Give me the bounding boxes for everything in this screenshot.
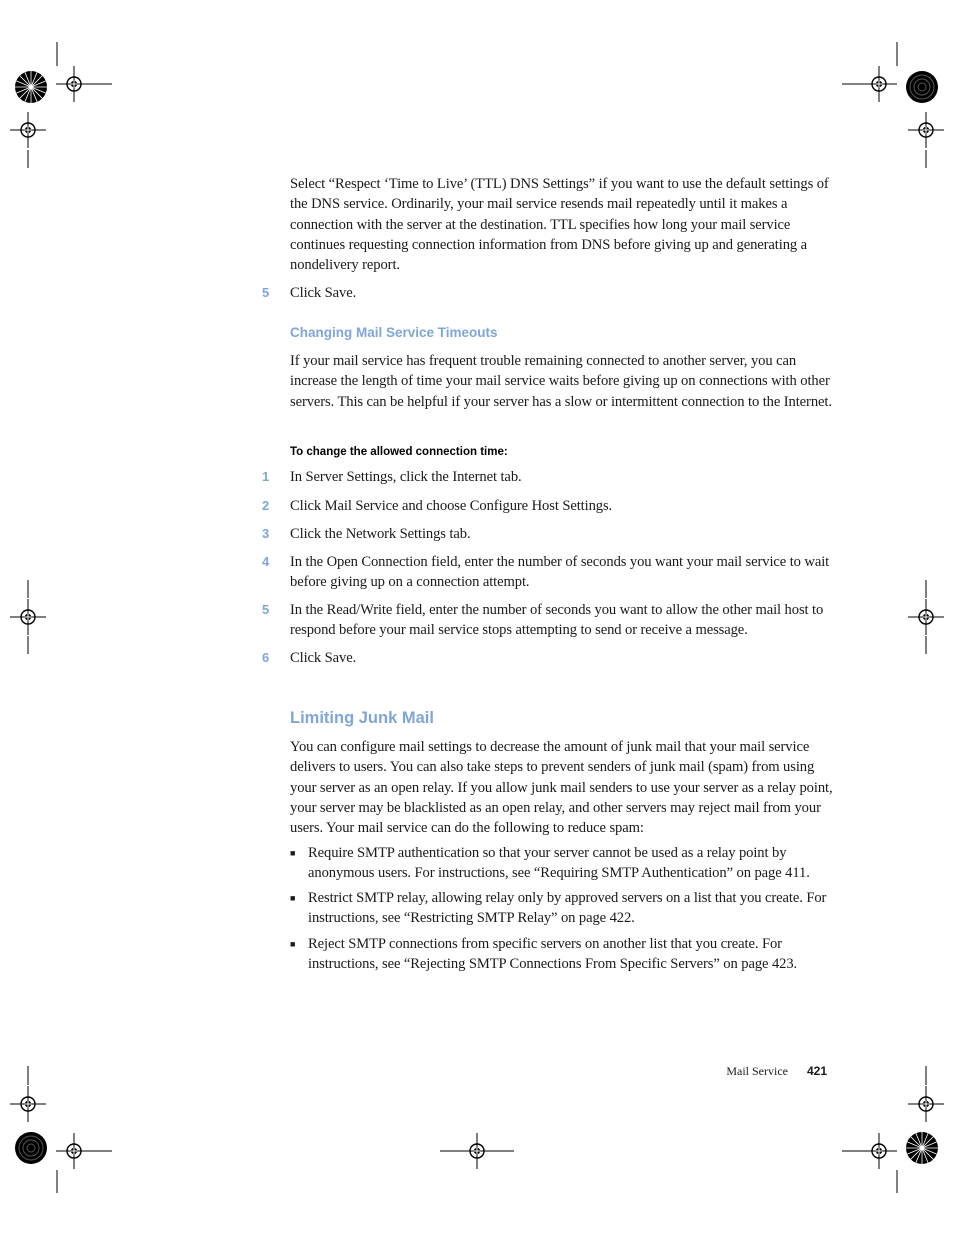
step-number: 6 (262, 650, 270, 665)
step-text: In Server Settings, click the Internet tab. (290, 469, 522, 485)
bullet-icon: ■ (290, 939, 296, 949)
timeouts-paragraph: If your mail service has frequent trouble remaining connected to another server, you can increase the length of time your mail service waits before giving up on connections with other servers. This can be helpful if your server has a slow or intermittent connection to the Internet. (290, 353, 832, 410)
step-number: 4 (262, 554, 270, 569)
step-text: In the Open Connection field, enter the number of seconds you want your mail service to wait before giving up on a connection attempt. (290, 554, 830, 591)
footer-page-number: 421 (807, 1064, 828, 1078)
step-number: 2 (262, 498, 270, 513)
step-text: Click Save. (290, 285, 357, 301)
bullet-icon: ■ (290, 893, 296, 903)
step-text: Click Mail Service and choose Configure Host Settings. (290, 498, 613, 514)
section-heading-junk-mail: Limiting Junk Mail (290, 709, 434, 727)
step-number: 3 (262, 526, 270, 541)
step-text: Click the Network Settings tab. (290, 526, 471, 542)
bullet-icon: ■ (290, 848, 296, 858)
step-number: 1 (262, 469, 270, 484)
section-heading-timeouts: Changing Mail Service Timeouts (290, 325, 498, 340)
task-heading: To change the allowed connection time: (290, 446, 508, 458)
step-text: In the Read/Write field, enter the number of seconds you want to allow the other mail host to respond before your mail service stops attempting to send or receive a message. (290, 602, 824, 639)
bullet-item: Reject SMTP connections from specific servers on another list that you create. For instructions, see “Rejecting SMTP Connections From Specific Servers” on page 423. (308, 936, 798, 973)
footer-section-title: Mail Service (726, 1064, 788, 1078)
junk-mail-paragraph: You can configure mail settings to decrease the amount of junk mail that your mail service delivers to users. You can also take steps to prevent senders of junk mail (spam) from using your server as an open relay. If you allow junk mail senders to use your server as a relay point, your server may be blacklisted as an open relay, and other servers may reject mail from your users. Your mail service can do the following to reduce spam: (290, 739, 833, 837)
bullet-item: Restrict SMTP relay, allowing relay only by approved servers on a list that you create. For instructions, see “Restricting SMTP Relay” on page 422. (308, 890, 827, 927)
step-number: 5 (262, 285, 270, 300)
step-number: 5 (262, 602, 270, 617)
intro-paragraph: Select “Respect ‘Time to Live’ (TTL) DNS Settings” if you want to use the default settings of the DNS service. Ordinarily, your mail service resends mail repeatedly until it makes a connection with the server at the destination. TTL specifies how long your mail service continues requesting connection information from DNS before giving up and generating a nondelivery report. (290, 176, 829, 274)
step-text: Click Save. (290, 650, 357, 666)
bullet-item: Require SMTP authentication so that your server cannot be used as a relay point by anonymous users. For instructions, see “Requiring SMTP Authentication” on page 411. (308, 845, 810, 882)
